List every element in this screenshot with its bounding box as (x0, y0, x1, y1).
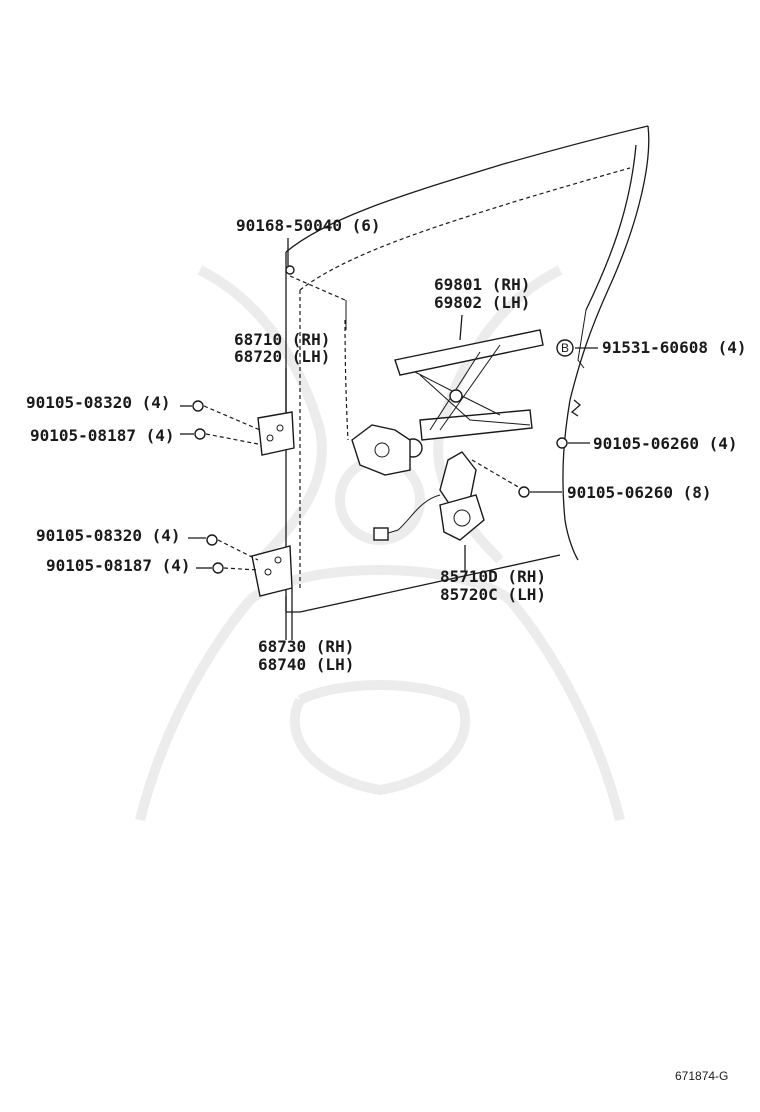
upper-hinge (258, 412, 294, 455)
label-91531-60608: 91531-60608 (4) (602, 338, 747, 357)
figure-id: 671874-G (675, 1069, 729, 1083)
label-90105-06260-8: 90105-06260 (8) (567, 483, 712, 502)
label-85710d-rh: 85710D (RH) (440, 567, 546, 586)
label-68710-rh: 68710 (RH) (234, 330, 331, 349)
label-90105-08320-lower: 90105-08320 (4) (36, 526, 181, 545)
lower-hinge (252, 546, 292, 596)
label-90105-08187-upper: 90105-08187 (4) (30, 426, 175, 445)
label-90105-08187-lower: 90105-08187 (4) (46, 556, 191, 575)
label-90105-08320-upper: 90105-08320 (4) (26, 393, 171, 412)
label-69802-lh: 69802 (LH) (434, 293, 531, 312)
window-regulator (352, 330, 543, 475)
label-90105-06260-4: 90105-06260 (4) (593, 434, 738, 453)
label-85720c-lh: 85720C (LH) (440, 585, 546, 604)
label-69801-rh: 69801 (RH) (434, 275, 531, 294)
label-90168-50040: 90168-50040 (6) (236, 216, 381, 235)
label-68720-lh: 68720 (LH) (234, 347, 331, 366)
label-68730-rh: 68730 (RH) (258, 637, 355, 656)
label-68740-lh: 68740 (LH) (258, 655, 355, 674)
bolt-b-marker: B (561, 341, 570, 355)
